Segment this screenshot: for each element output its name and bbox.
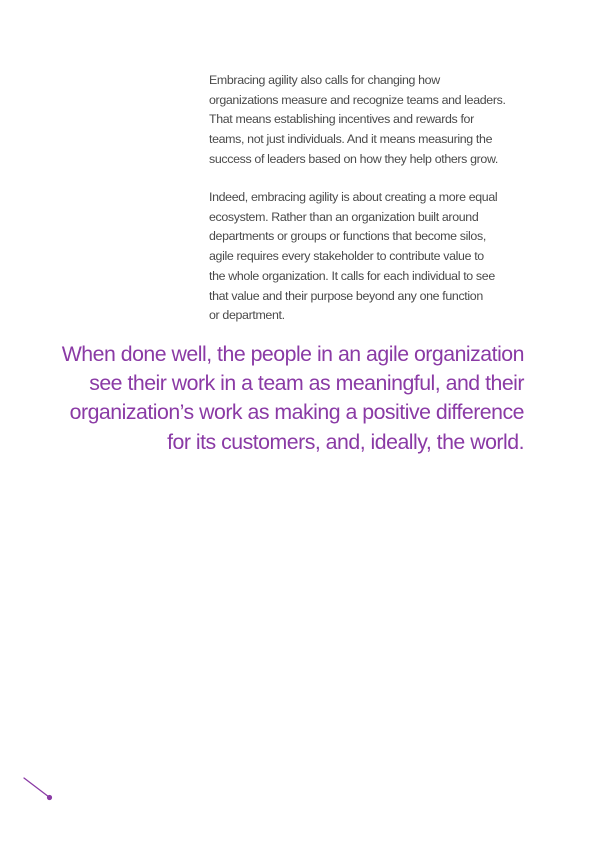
paragraph-line: success of leaders based on how they help others grow.: [209, 151, 498, 166]
paragraph-line: agile requires every stakeholder to contribute value to: [209, 249, 484, 264]
pull-quote-line: for its customers, and, ideally, the world.: [167, 429, 524, 454]
paragraph-line: ecosystem. Rather than an organization built around: [209, 209, 479, 224]
paragraph-line: the whole organization. It calls for each individual to see: [209, 268, 495, 283]
paragraph-line: Indeed, embracing agility is about creating a more equal: [209, 190, 498, 204]
decorative-slash-dot-icon: [22, 776, 58, 806]
paragraph-line: teams, not just individuals. And it means measuring the: [209, 132, 493, 147]
pull-quote-line: organization’s work as making a positive difference: [69, 400, 524, 425]
pull-quote-line: see their work in a team as meaningful, and their: [89, 371, 524, 396]
body-paragraph-2: [209, 188, 539, 326]
paragraph-line: That means establishing incentives and rewards for: [209, 112, 474, 127]
paragraph-line: Embracing agility also calls for changing how: [209, 73, 440, 87]
pull-quote: [40, 340, 524, 457]
paragraph-line: departments or groups or functions that become silos,: [209, 229, 486, 244]
pull-quote-line: When done well, the people in an agile organization: [61, 342, 524, 366]
paragraph-line: or department.: [209, 308, 285, 323]
paragraph-line: organizations measure and recognize teams and leaders.: [209, 92, 506, 107]
paragraph-line: that value and their purpose beyond any one function: [209, 288, 483, 303]
body-paragraph-1: [209, 71, 539, 170]
